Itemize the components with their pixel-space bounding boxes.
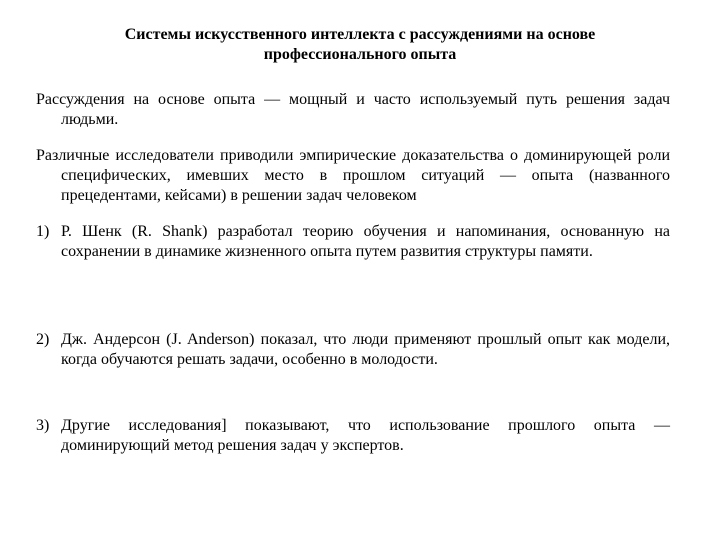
list-item-anderson — [36, 330, 670, 370]
list-item-number: 1) — [36, 223, 50, 240]
paragraph-empirical-evidence: Различные исследователи приводили эмпирические доказательства о доминирующей роли специфических, имевших место в прошлом ситуаций — опыта (названного прецедентами, кейсами) в решении задач человеком — [36, 147, 670, 204]
slide-title-line-1: Системы искусственного интеллекта с рассуждениями на основе — [124, 26, 596, 43]
list-item-number: 2) — [36, 331, 50, 348]
list-item-text: Дж. Андерсон (J. Anderson) показал, что люди применяют прошлый опыт как модели, когда обучаются решать задачи, особенно в молодости. — [61, 331, 670, 368]
slide-title-line-2: профессионального опыта — [263, 46, 457, 63]
paragraph-experience-reasoning: Рассуждения на основе опыта — мощный и часто используемый путь решения задач людьми. — [36, 91, 670, 128]
slide-title — [60, 25, 660, 65]
list-item-shank — [36, 222, 670, 262]
list-item-other-research — [36, 416, 670, 456]
list-item-text: Другие исследования] показывают, что использование прошлого опыта — доминирующий метод решения задач у экспертов. — [61, 417, 670, 454]
list-item-number: 3) — [36, 417, 50, 434]
list-item-text: Р. Шенк (R. Shank) разработал теорию обучения и напоминания, основанную на сохранении в динамике жизненного опыта путем развития структуры памяти. — [61, 223, 670, 260]
